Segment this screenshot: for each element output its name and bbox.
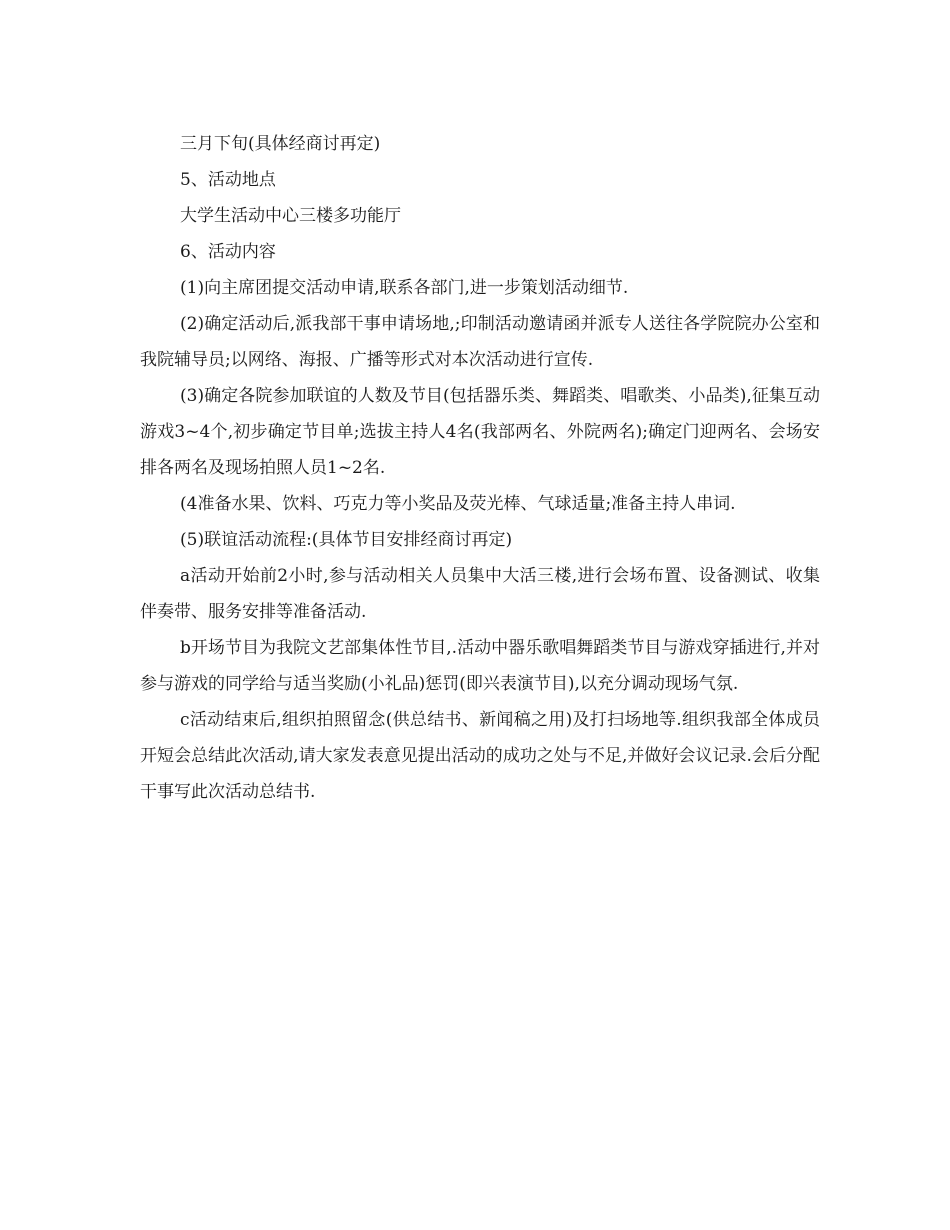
heading-location: 5、活动地点 <box>180 170 276 190</box>
paragraph-step-a: a活动开始前2小时,参与活动相关人员集中大活三楼,进行会场布置、设备测试、收集伴奏带、服务安排等准备活动. <box>140 566 820 622</box>
paragraph-item-3: (3)确定各院参加联谊的人数及节目(包括器乐类、舞蹈类、唱歌类、小品类),征集互动游戏3~4个,初步确定节目单;选拔主持人4名(我部两名、外院两名);确定门迎两名、会场安排各两名及现场拍照人员1~2名. <box>140 386 820 478</box>
paragraph-step-c: c活动结束后,组织拍照留念(供总结书、新闻稿之用)及打扫场地等.组织我部全体成员开短会总结此次活动,请大家发表意见提出活动的成功之处与不足,并做好会议记录.会后分配干事写此次活动总结书. <box>140 710 820 802</box>
paragraph-time: 三月下旬(具体经商讨再定) <box>180 134 381 154</box>
paragraph-step-b: b开场节目为我院文艺部集体性节目,.活动中器乐歌唱舞蹈类节目与游戏穿插进行,并对参与游戏的同学给与适当奖励(小礼品)惩罚(即兴表演节目),以充分调动现场气氛. <box>140 638 820 694</box>
heading-content: 6、活动内容 <box>180 242 276 262</box>
paragraph-location: 大学生活动中心三楼多功能厅 <box>180 206 401 226</box>
paragraph-item-2: (2)确定活动后,派我部干事申请场地,;印制活动邀请函并派专人送往各学院院办公室和我院辅导员;以网络、海报、广播等形式对本次活动进行宣传. <box>140 314 820 370</box>
paragraph-item-5: (5)联谊活动流程:(具体节目安排经商讨再定) <box>180 530 513 550</box>
paragraph-item-4: (4准备水果、饮料、巧克力等小奖品及荧光棒、气球适量;准备主持人串词. <box>180 494 736 514</box>
document-body <box>140 126 820 810</box>
paragraph-item-1: (1)向主席团提交活动申请,联系各部门,进一步策划活动细节. <box>180 278 629 298</box>
